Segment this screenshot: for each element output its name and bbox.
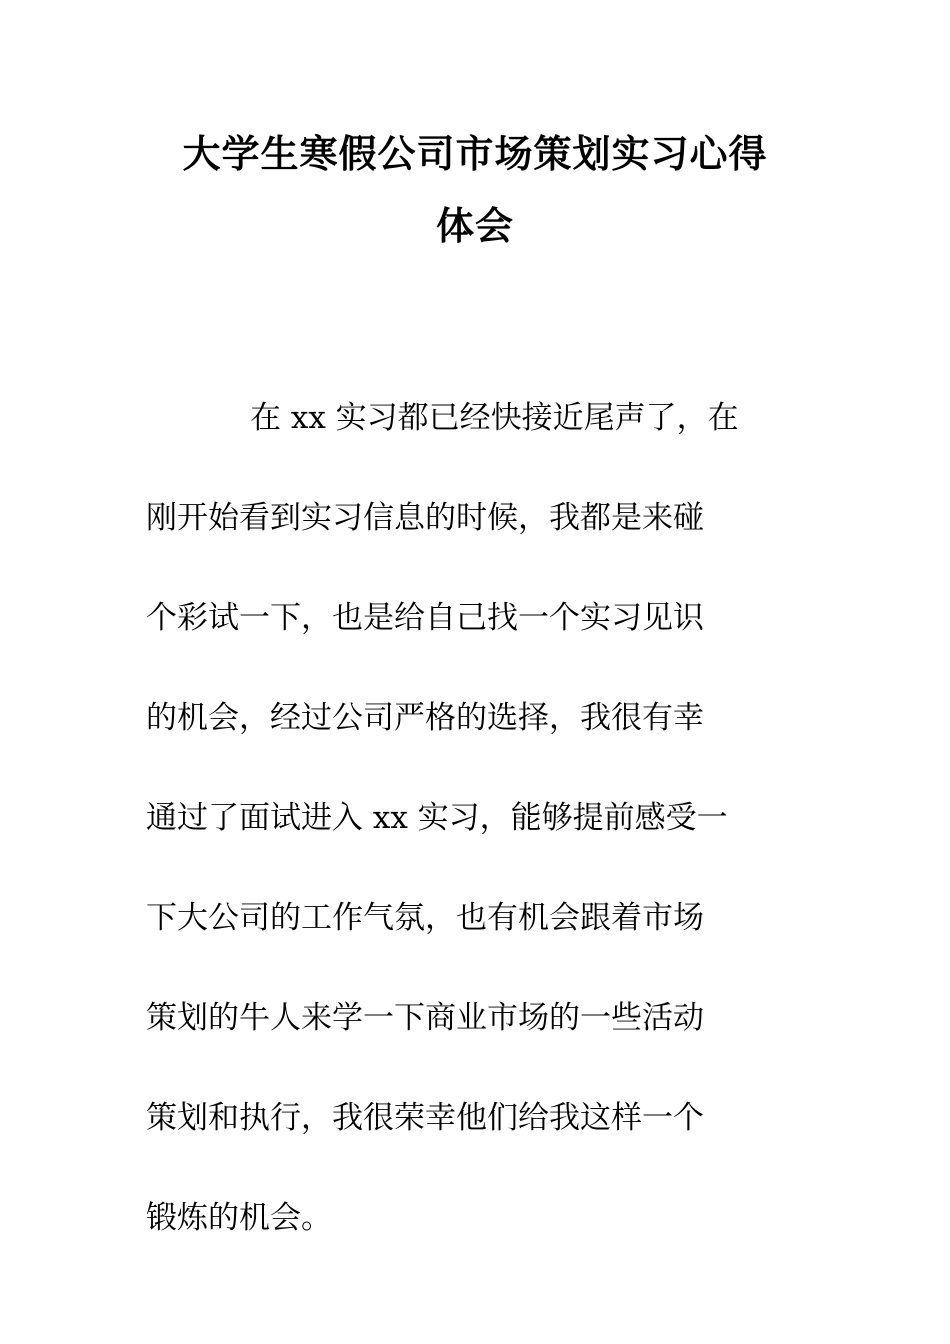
paragraph-line: 通过了面试进入 xx 实习，能够提前感受一	[146, 800, 728, 836]
paragraph-line: 锻炼的机会。	[146, 1200, 332, 1236]
paragraph-line: 在 xx 实习都已经快接近尾声了，在	[250, 400, 739, 436]
paragraph-line: 个彩试一下，也是给自己找一个实习见识	[146, 600, 704, 636]
paragraph-line: 刚开始看到实习信息的时候，我都是来碰	[146, 500, 704, 536]
paragraph-line: 策划的牛人来学一下商业市场的一些活动	[146, 1000, 704, 1036]
document-title	[150, 118, 800, 262]
body-paragraph	[146, 368, 806, 1268]
title-line: 大学生寒假公司市场策划实习心得	[182, 132, 768, 176]
paragraph-line: 下大公司的工作气氛，也有机会跟着市场	[146, 900, 704, 936]
paragraph-line: 的机会，经过公司严格的选择，我很有幸	[146, 700, 704, 736]
title-line: 体会	[435, 204, 514, 248]
paragraph-line: 策划和执行，我很荣幸他们给我这样一个	[146, 1100, 704, 1136]
